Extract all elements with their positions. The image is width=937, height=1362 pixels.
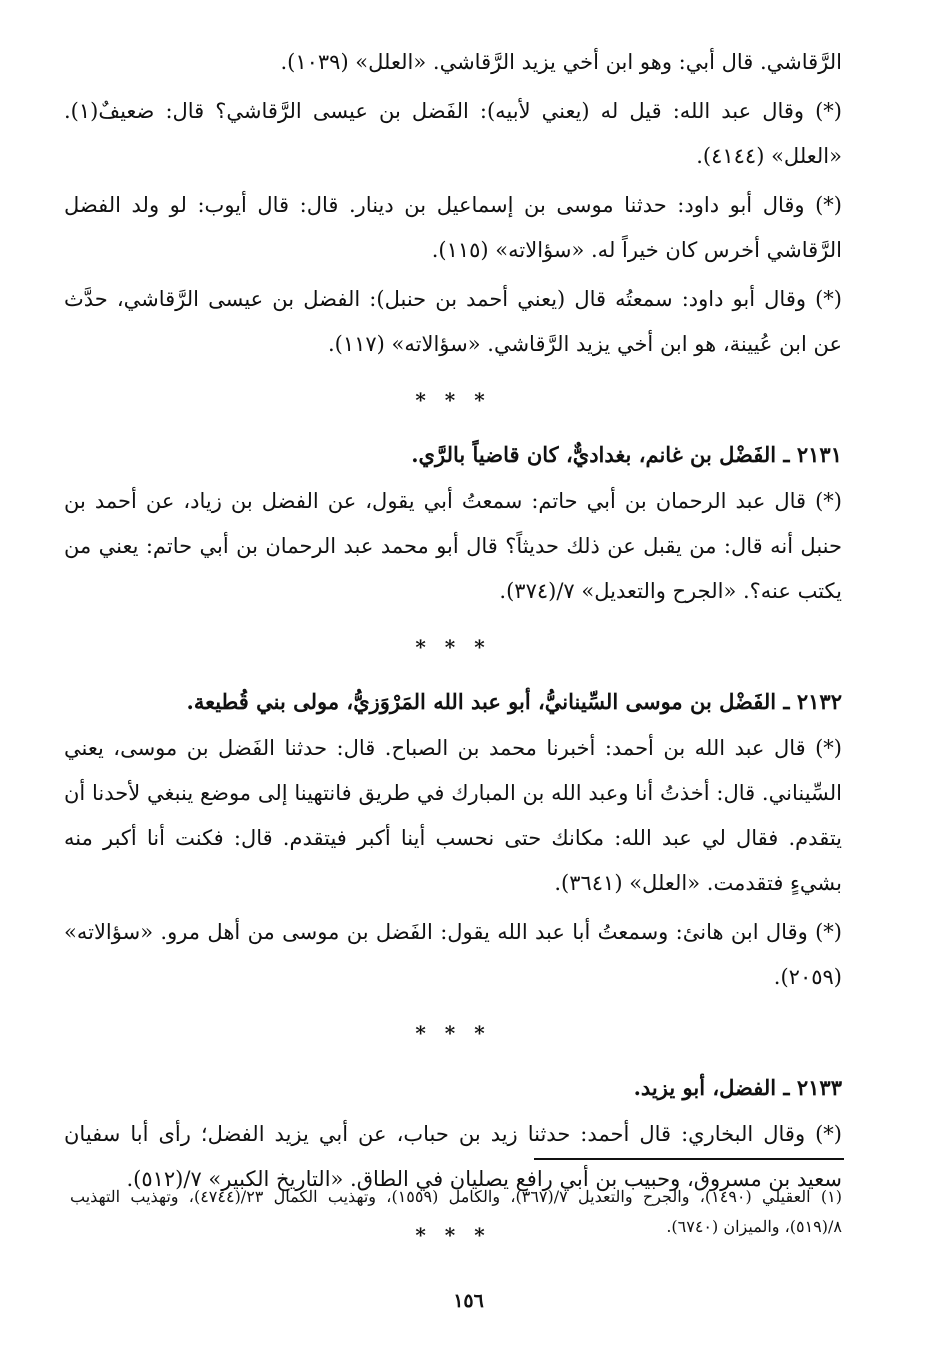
section-separator: * * * bbox=[415, 1223, 491, 1247]
page-body bbox=[64, 40, 842, 1268]
footnote: (١) العقيلي (١٤٩٠)، والجرح والتعديل ٧/(٣٦٧)، والكامل (١٥٥٩)، وتهذيب الكمال ٢٣/(٤٧٤٤)، وتهذيب التهذيب ٨/(٥١٩)، والميزان (٦٧٤٠). bbox=[70, 1187, 842, 1236]
footnotes bbox=[70, 1182, 842, 1242]
paragraph: (*) وقال ابن هانئ: وسمعتُ أبا عبد الله يقول: الفَضل بن موسى من أهل مرو. «سؤالاته» (٢٠٥٩). bbox=[64, 920, 842, 989]
entry-heading-2133: ٢١٣٣ ـ الفضل، أبو يزيد. bbox=[633, 1075, 842, 1100]
section-separator: * * * bbox=[415, 635, 491, 659]
entry-heading-2132: ٢١٣٢ ـ الفَضْل بن موسى السِّينانيُّ، أبو عبد الله المَرْوَزيُّ، مولى بني قُطيعة. bbox=[186, 689, 842, 714]
footnote-divider bbox=[534, 1158, 844, 1160]
section-separator: * * * bbox=[415, 388, 491, 412]
paragraph: (*) وقال عبد الله: قيل له (يعني لأبيه): الفَضل بن عيسى الرَّقاشي؟ قال: ضعيفٌ(١). «العلل» (٤١٤٤). bbox=[64, 99, 842, 168]
entry-heading-2131: ٢١٣١ ـ الفَضْل بن غانم، بغداديٌّ، كان قاضياً بالرَّي. bbox=[411, 442, 842, 467]
paragraph: (*) وقال أبو داود: سمعتُه قال (يعني أحمد بن حنبل): الفضل بن عيسى الرَّقاشي، حدَّث عن ابن عُيينة، هو ابن أخي يزيد الرَّقاشي. «سؤالاته» (١١٧). bbox=[64, 287, 842, 356]
section-separator: * * * bbox=[415, 1021, 491, 1045]
paragraph: (*) قال عبد الله بن أحمد: أخبرنا محمد بن الصباح. قال: حدثنا الفَضل بن موسى، يعني السِّيناني. قال: أخذتُ أنا وعبد الله بن المبارك في طريق فانتهينا إلى موضع ينبغي لأحدنا أن يتقدم. فقال لي عبد الله: مكانك حتى نحسب أينا أكبر فيتقدم. قال: فكنت أنا أكبر منه بشيءٍ فتقدمت. «العلل» (٣٦٤١). bbox=[64, 736, 842, 895]
page-number: ١٥٦ bbox=[453, 1290, 484, 1312]
paragraph: (*) قال عبد الرحمان بن أبي حاتم: سمعتُ أبي يقول، عن الفضل بن زياد، عن أحمد بن حنبل أنه قال: من يقبل عن ذلك حديثاً؟ قال أبو محمد عبد الرحمان بن أبي حاتم: يعني من يكتب عنه؟. «الجرح والتعديل» ٧/(٣٧٤). bbox=[64, 489, 842, 603]
paragraph: (*) وقال البخاري: قال أحمد: حدثنا زيد بن حباب، عن أبي يزيد الفضل؛ رأى أبا سفيان سعيد بن مسروق، وحبيب بن أبي رافع يصليان في الطاق. «التاريخ الكبير» ٧/(٥١٢). bbox=[64, 1122, 842, 1191]
paragraph: الرَّقاشي. قال أبي: وهو ابن أخي يزيد الرَّقاشي. «العلل» (١٠٣٩). bbox=[280, 50, 842, 74]
paragraph: (*) وقال أبو داود: حدثنا موسى بن إسماعيل بن دينار. قال: قال أيوب: لو ولد الفضل الرَّقاشي أخرس كان خيراً له. «سؤالاته» (١١٥). bbox=[64, 193, 842, 262]
